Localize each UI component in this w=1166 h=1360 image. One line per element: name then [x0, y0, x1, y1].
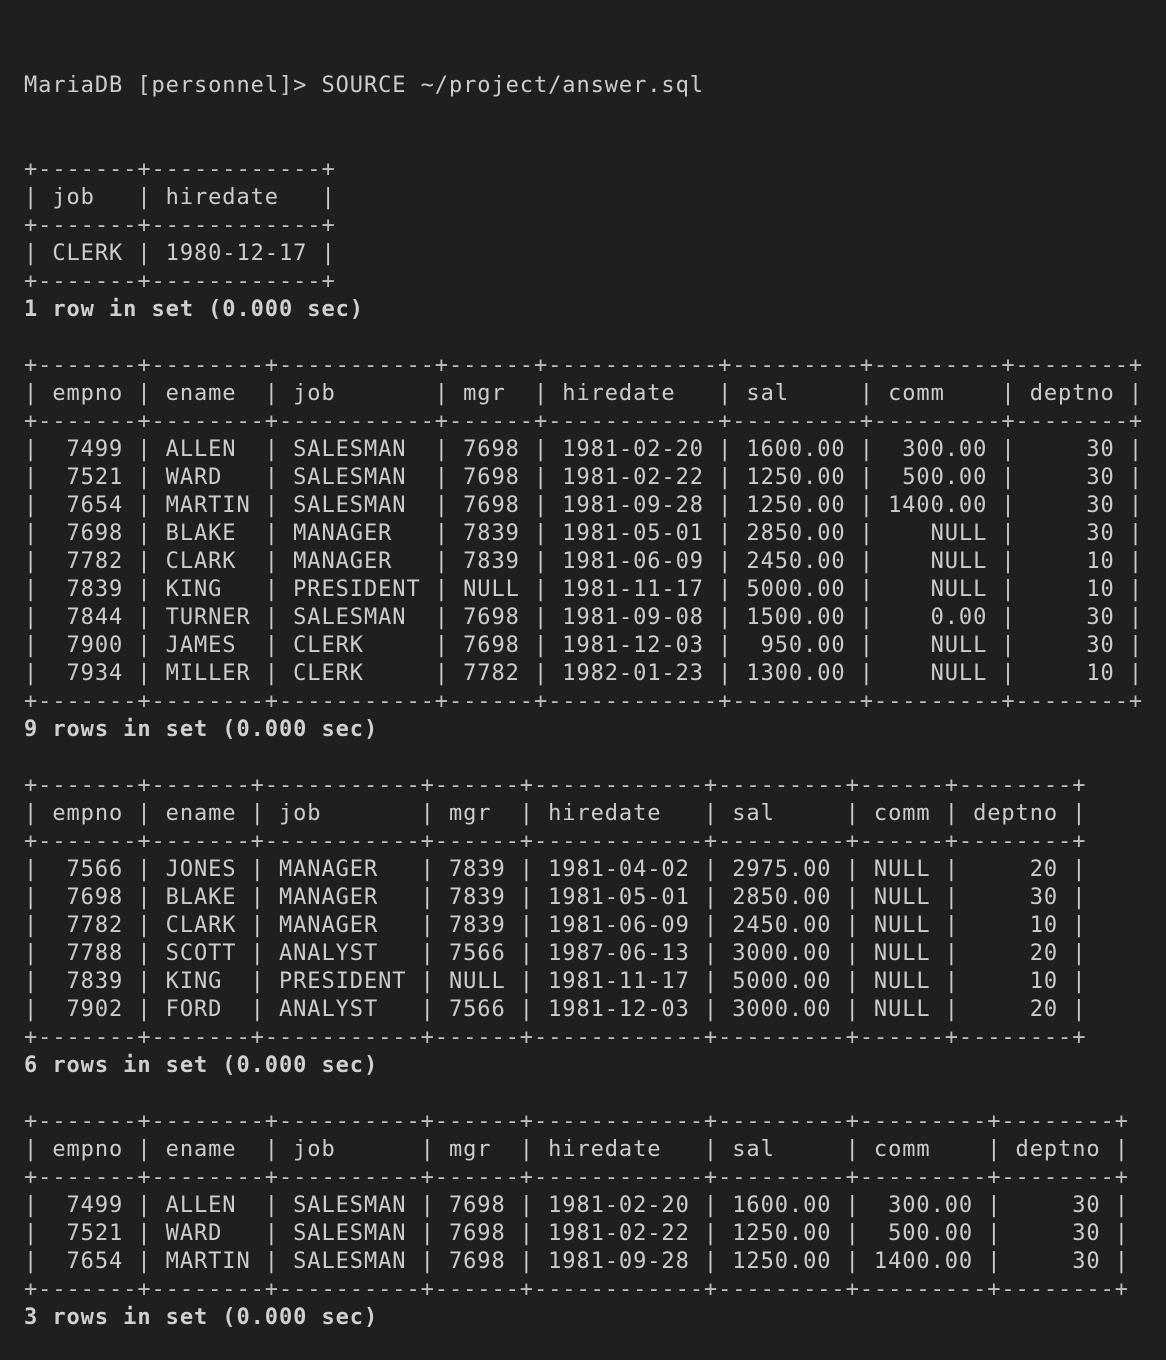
table-row: | 7839 | KING | PRESIDENT | NULL | 1981-11-17 | 5000.00 | NULL | 10 | — [24, 969, 1087, 994]
table-row: | 7844 | TURNER | SALESMAN | 7698 | 1981-09-08 | 1500.00 | 0.00 | 30 | — [24, 605, 1144, 630]
table-border: +-------+--------+----------+------+------------+---------+---------+--------+ — [24, 1165, 1129, 1190]
table-border: +-------+-------+-----------+------+------------+---------+------+--------+ — [24, 1025, 1087, 1050]
result-table — [24, 324, 1166, 744]
table-row: | CLERK | 1980-12-17 | — [24, 241, 336, 266]
table-row: | 7521 | WARD | SALESMAN | 7698 | 1981-02-22 | 1250.00 | 500.00 | 30 | — [24, 465, 1144, 490]
table-header: | empno | ename | job | mgr | hiredate | sal | comm | deptno | — [24, 381, 1144, 406]
table-row: | 7900 | JAMES | CLERK | 7698 | 1981-12-03 | 950.00 | NULL | 30 | — [24, 633, 1144, 658]
table-border: +-------+--------+-----------+------+------------+---------+---------+--------+ — [24, 409, 1144, 434]
table-border: +-------+-------+-----------+------+------------+---------+------+--------+ — [24, 829, 1087, 854]
table-border: +-------+------------+ — [24, 157, 336, 182]
table-border: +-------+------------+ — [24, 213, 336, 238]
query-results — [24, 156, 1166, 1332]
table-header: | empno | ename | job | mgr | hiredate | sal | comm | deptno | — [24, 1137, 1129, 1162]
blank-line — [24, 324, 1166, 352]
table-header: | empno | ename | job | mgr | hiredate | sal | comm | deptno | — [24, 801, 1087, 826]
table-row: | 7782 | CLARK | MANAGER | 7839 | 1981-06-09 | 2450.00 | NULL | 10 | — [24, 913, 1087, 938]
table-row: | 7654 | MARTIN | SALESMAN | 7698 | 1981-09-28 | 1250.00 | 1400.00 | 30 | — [24, 493, 1144, 518]
table-row: | 7934 | MILLER | CLERK | 7782 | 1982-01-23 | 1300.00 | NULL | 10 | — [24, 661, 1144, 686]
result-footer: 3 rows in set (0.000 sec) — [24, 1305, 379, 1330]
table-row: | 7499 | ALLEN | SALESMAN | 7698 | 1981-02-20 | 1600.00 | 300.00 | 30 | — [24, 1193, 1129, 1218]
table-border: +-------+------------+ — [24, 269, 336, 294]
table-border: +-------+--------+-----------+------+------------+---------+---------+--------+ — [24, 353, 1144, 378]
result-table — [24, 744, 1166, 1080]
table-row: | 7566 | JONES | MANAGER | 7839 | 1981-04-02 | 2975.00 | NULL | 20 | — [24, 857, 1087, 882]
table-header: | job | hiredate | — [24, 185, 336, 210]
table-border: +-------+-------+-----------+------+------------+---------+------+--------+ — [24, 773, 1087, 798]
command-line — [24, 72, 1166, 100]
table-row: | 7902 | FORD | ANALYST | 7566 | 1981-12-03 | 3000.00 | NULL | 20 | — [24, 997, 1087, 1022]
result-footer: 6 rows in set (0.000 sec) — [24, 1053, 379, 1078]
blank-line — [24, 1080, 1166, 1108]
table-row: | 7698 | BLAKE | MANAGER | 7839 | 1981-05-01 | 2850.00 | NULL | 30 | — [24, 521, 1144, 546]
result-footer: 1 row in set (0.000 sec) — [24, 297, 364, 322]
table-row: | 7782 | CLARK | MANAGER | 7839 | 1981-06-09 | 2450.00 | NULL | 10 | — [24, 549, 1144, 574]
table-row: | 7499 | ALLEN | SALESMAN | 7698 | 1981-02-20 | 1600.00 | 300.00 | 30 | — [24, 437, 1144, 462]
table-border: +-------+--------+----------+------+------------+---------+---------+--------+ — [24, 1277, 1129, 1302]
table-row: | 7839 | KING | PRESIDENT | NULL | 1981-11-17 | 5000.00 | NULL | 10 | — [24, 577, 1144, 602]
result-footer: 9 rows in set (0.000 sec) — [24, 717, 379, 742]
table-border: +-------+--------+----------+------+------------+---------+---------+--------+ — [24, 1109, 1129, 1134]
table-row: | 7521 | WARD | SALESMAN | 7698 | 1981-02-22 | 1250.00 | 500.00 | 30 | — [24, 1221, 1129, 1246]
table-row: | 7654 | MARTIN | SALESMAN | 7698 | 1981-09-28 | 1250.00 | 1400.00 | 30 | — [24, 1249, 1129, 1274]
table-border: +-------+--------+-----------+------+------------+---------+---------+--------+ — [24, 689, 1144, 714]
prompt-text: MariaDB [personnel]> — [24, 73, 322, 98]
result-table — [24, 156, 1166, 324]
blank-line — [24, 744, 1166, 772]
command-text: SOURCE ~/project/answer.sql — [321, 73, 704, 98]
result-table — [24, 1080, 1166, 1332]
table-row: | 7788 | SCOTT | ANALYST | 7566 | 1987-06-13 | 3000.00 | NULL | 20 | — [24, 941, 1087, 966]
table-row: | 7698 | BLAKE | MANAGER | 7839 | 1981-05-01 | 2850.00 | NULL | 30 | — [24, 885, 1087, 910]
